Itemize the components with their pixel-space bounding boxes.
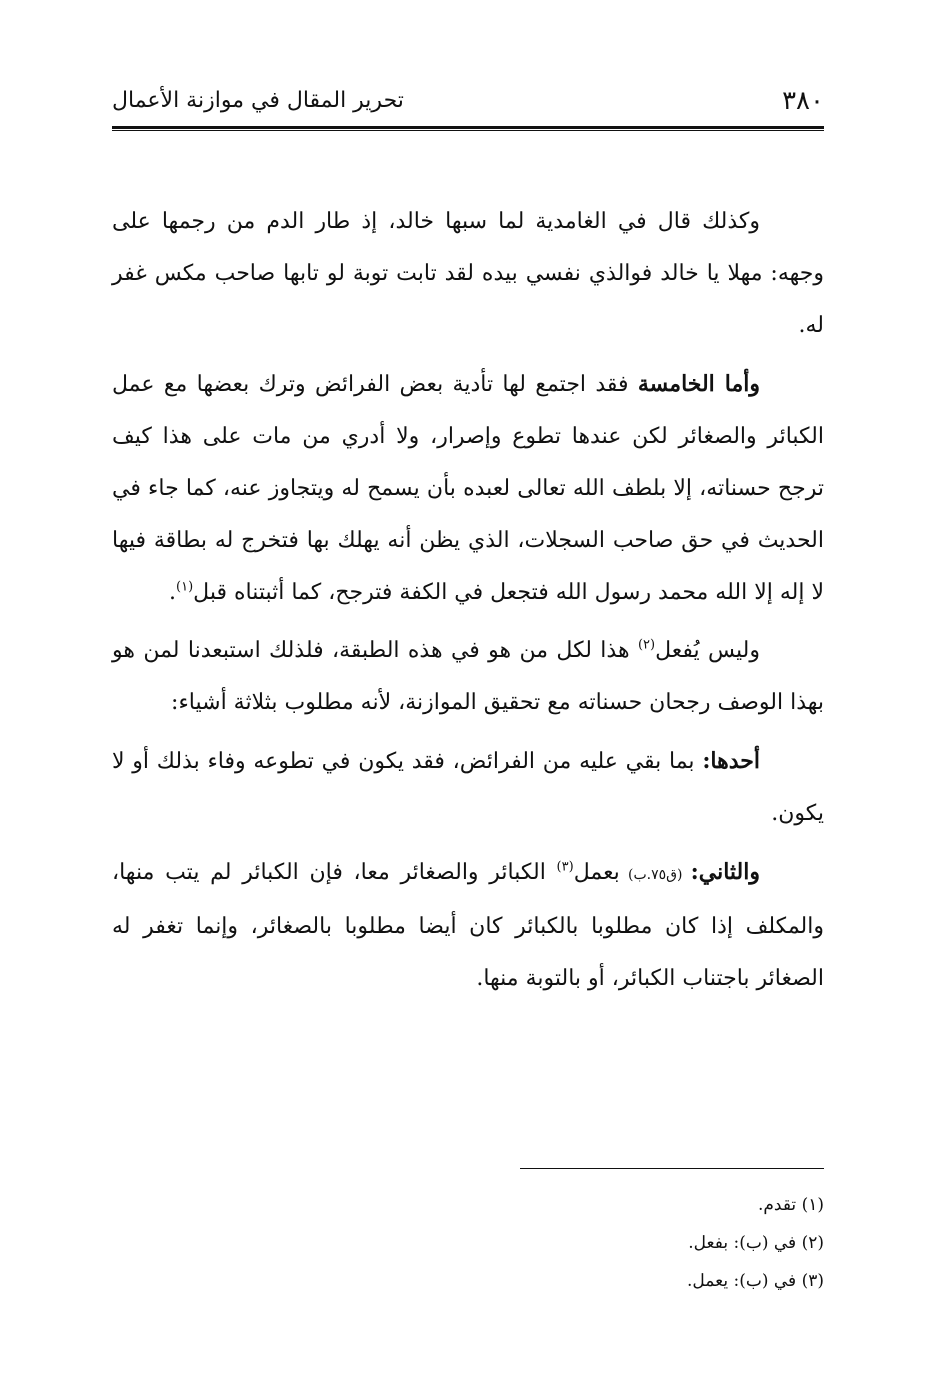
header-rule bbox=[112, 126, 824, 131]
paragraph-text: بما بقي عليه من الفرائض، فقد يكون في تطوعه وفاء بذلك أو لا يكون. bbox=[112, 749, 824, 826]
main-text bbox=[112, 196, 824, 1011]
footnote-ref: (٢) bbox=[637, 637, 656, 653]
page-header bbox=[112, 78, 824, 124]
manuscript-folio-note: (ق٧٥.ب) bbox=[619, 867, 691, 883]
paragraph-1 bbox=[112, 196, 824, 352]
paragraph-lead: أحدها: bbox=[702, 748, 760, 774]
footnote-ref: (١) bbox=[176, 579, 194, 595]
paragraph-text: وليس يُفعل bbox=[655, 638, 760, 663]
paragraph-text: وكذلك قال في الغامدية لما سبها خالد، إذ طار الدم من رجمها على وجهه: مهلا يا خالد فوالذي نفسي بيده لقد تابت توبة لو تابها صاحب مكس غفر له. bbox=[112, 209, 824, 338]
footnote-2: (٢) في (ب): بفعل. bbox=[688, 1233, 824, 1253]
paragraph-text-continued: هذا لكل من هو في هذه الطبقة، فلذلك استبعدنا لمن هو بهذا الوصف رجحان حسناته مع تحقيق الموازنة، لأنه مطلوب بثلاثة أشياء: bbox=[112, 638, 824, 715]
paragraph-5 bbox=[112, 846, 824, 1005]
paragraph-text-continued: الكبائر والصغائر معا، فإن الكبائر لم يتب منها، والمكلف إذا كان مطلوبا بالكبائر كان أيضا مطلوبا بالصغائر، وإنما تغفر له الصغائر باجتناب الكبائر، أو بالتوبة منها. bbox=[112, 860, 824, 991]
footnote-1: (١) تقدم. bbox=[757, 1195, 824, 1215]
footnote-ref: (٣) bbox=[556, 859, 574, 875]
footnote-3: (٣) في (ب): يعمل. bbox=[687, 1271, 824, 1291]
running-title: تحرير المقال في موازنة الأعمال bbox=[112, 88, 404, 113]
page-number: ٣٨٠ bbox=[782, 86, 824, 116]
paragraph-3 bbox=[112, 625, 824, 729]
paragraph-text: بعمل bbox=[573, 860, 620, 885]
paragraph-4 bbox=[112, 735, 824, 840]
footnote-separator bbox=[520, 1168, 824, 1169]
paragraph-text: فقد اجتمع لها تأدية بعض الفرائض وترك بعضها مع عمل الكبائر والصغائر لكن عندها تطوع وإصرار، ولا أدري من مات على هذا كيف ترجح حسناته، إلا بلطف الله تعالى لعبده بأن يسمح له ويتجاوز عنه، كما جاء في الحديث في حق صاحب السجلات، الذي يظن أنه يهلك بها فتخرج له بطاقة فيها لا إله إلا الله محمد رسول الله فتجعل في الكفة فترجح، كما أثبتناه قبل bbox=[112, 372, 824, 605]
paragraph-2 bbox=[112, 358, 824, 619]
paragraph-tail: . bbox=[169, 580, 177, 605]
footnotes bbox=[112, 1186, 824, 1300]
paragraph-lead: والثاني: bbox=[690, 859, 760, 885]
paragraph-lead: وأما الخامسة bbox=[637, 371, 760, 397]
